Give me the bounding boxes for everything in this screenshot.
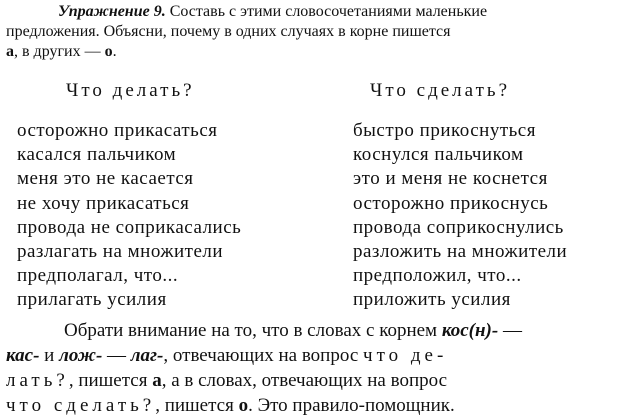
- question-what-to-do-cont: лать?: [6, 370, 69, 391]
- note-text: . Это правило-помощник.: [248, 395, 455, 416]
- phrase-right: быстро прикоснуться: [353, 120, 536, 141]
- question-what-to-make: что сделать?: [6, 395, 156, 416]
- dash: —: [107, 345, 127, 366]
- note-text: , пишется: [155, 395, 234, 416]
- left-column-list: [17, 119, 241, 313]
- phrase-right: разложить на множители: [353, 241, 568, 263]
- phrase-left: осторожно прикасаться: [17, 120, 218, 141]
- right-column-header: Что сделать?: [370, 80, 511, 101]
- root-kos: кос(н)-: [441, 320, 499, 341]
- root-kas: кас-: [6, 345, 40, 366]
- right-column-list: [353, 119, 567, 313]
- phrase-left: не хочу прикасаться: [17, 192, 190, 214]
- note-text: , а в словах, отвечающих на вопрос: [161, 370, 448, 391]
- phrase-right: коснулся пальчиком: [353, 144, 524, 166]
- instruction-text-1: Составь с этими словосочетаниями маленькие: [169, 3, 488, 20]
- note-text: , пишется: [68, 370, 148, 391]
- rule-note: [6, 318, 634, 418]
- question-what-to-do: что де-: [363, 345, 448, 366]
- instruction-line-3: [6, 42, 634, 62]
- phrase-left: касался пальчиком: [17, 144, 177, 166]
- instruction-end: .: [112, 43, 117, 60]
- letter-a: а: [6, 43, 14, 60]
- instruction-text-3: , в других —: [14, 43, 101, 60]
- phrase-left: меня это не касается: [17, 168, 194, 190]
- note-text: Обрати внимание на то, что в словах с корнем: [64, 320, 438, 341]
- note-text: , отвечающих на вопрос: [163, 345, 359, 366]
- note-line-3: [6, 368, 634, 393]
- phrase-right: осторожно прикоснусь: [353, 192, 549, 214]
- root-lozh: лож-: [59, 345, 103, 366]
- note-line-4: [6, 393, 634, 418]
- phrase-left: предполагал, что...: [17, 265, 179, 287]
- note-line-2: [6, 343, 634, 368]
- exercise-label: Упражнение 9.: [58, 3, 166, 20]
- instruction-line-2: предложения. Объясни, почему в одних случаях в корне пишется: [6, 23, 451, 40]
- phrase-right: это и меня не коснется: [353, 168, 548, 190]
- exercise-instructions: [6, 2, 634, 62]
- phrase-left: разлагать на множители: [17, 241, 224, 263]
- conj-and: и: [44, 345, 55, 366]
- phrase-left: провода не соприкасались: [17, 216, 242, 238]
- phrase-right: провода соприкоснулись: [353, 216, 564, 238]
- left-column-header: Что делать?: [66, 80, 195, 101]
- instruction-line-1: [58, 2, 634, 22]
- phrase-right: предположил, что...: [353, 265, 522, 287]
- phrase-right: приложить усилия: [353, 289, 511, 311]
- root-lag: лаг-: [130, 345, 164, 366]
- letter-o: о: [104, 43, 113, 60]
- note-line-1: [64, 318, 634, 343]
- phrase-left: прилагать усилия: [17, 289, 167, 311]
- letter-a: а: [152, 370, 162, 391]
- letter-o: о: [238, 395, 249, 416]
- dash: —: [502, 320, 522, 341]
